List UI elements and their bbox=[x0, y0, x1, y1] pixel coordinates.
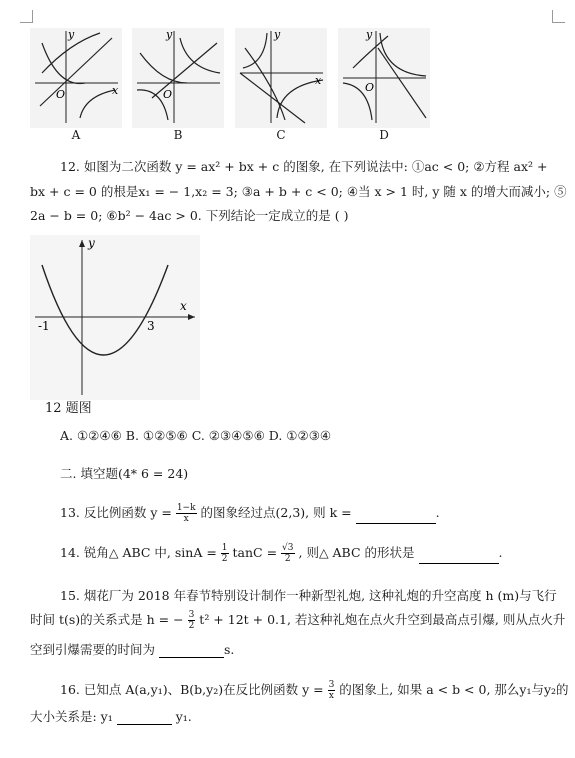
svg-text:y: y bbox=[366, 28, 373, 41]
q13-answer-blank[interactable] bbox=[356, 511, 436, 524]
line bbox=[40, 38, 112, 106]
q12-options: A. ①②④⑥ B. ①②⑤⑥ C. ②③④⑤⑥ D. ①②③④ bbox=[60, 428, 332, 443]
q12-caption: 12 题图 bbox=[45, 401, 92, 416]
svg-text:O: O bbox=[163, 88, 173, 101]
q15-line-2: 时间 t(s)的关系式是 h = − $\frac{3}{2}$ t² + 12t + 0.1, 若这种礼炮在点火升空到最高点引爆, 则从点火升 bbox=[30, 610, 566, 631]
svg-text:x: x bbox=[315, 74, 322, 87]
option-label-a: A bbox=[71, 128, 81, 142]
q14-prefix: 14. 锐角△ ABC 中, sinA = bbox=[60, 545, 217, 560]
option-label-c: C bbox=[276, 128, 286, 142]
q16-fraction: $\frac{3}{x}$ bbox=[328, 680, 335, 701]
y-label: y bbox=[68, 28, 75, 41]
q14: 14. 锐角△ ABC 中, sinA = $\frac{1}{2}$ tanC = $\frac{√3}{2}$ , 则△ ABC 的形状是 . bbox=[60, 543, 503, 564]
y-label: y bbox=[88, 236, 95, 250]
x-arrow bbox=[188, 314, 195, 320]
graph-c-svg bbox=[235, 28, 327, 128]
graph-a-svg bbox=[30, 28, 122, 128]
q13-suffix: 的图象经过点(2,3), 则 k = bbox=[200, 505, 352, 520]
q15-fraction: $\frac{3}{2}$ bbox=[188, 610, 195, 631]
q14-answer-blank[interactable] bbox=[419, 551, 499, 564]
q12-line-2: bx + c = 0 的根是x₁ = − 1,x₂ = 3; ③a + b + c < 0; ④当 x > 1 时, y 随 x 的增大而减小; ⑤ bbox=[30, 184, 567, 199]
q14-suffix: , 则△ ABC 的形状是 bbox=[298, 545, 415, 560]
curve bbox=[42, 43, 85, 84]
q13-fraction: $\frac{1-k}{x}$ bbox=[176, 503, 196, 524]
curve bbox=[80, 90, 115, 118]
graph-option-d bbox=[338, 28, 430, 143]
y-arrow bbox=[79, 240, 85, 247]
graph-option-a bbox=[30, 28, 122, 143]
graph-b-svg bbox=[132, 28, 224, 128]
svg-text:O: O bbox=[365, 81, 375, 94]
x-label: x bbox=[180, 299, 187, 313]
q12-parabola-graph bbox=[30, 235, 200, 415]
q14-fraction-2: $\frac{√3}{2}$ bbox=[282, 543, 294, 564]
svg-text:y: y bbox=[166, 28, 173, 41]
root-left-label: -1 bbox=[38, 319, 50, 333]
q15-answer-blank[interactable] bbox=[159, 645, 224, 658]
q15-line-3: 空到引爆需要的时间为 s. bbox=[30, 642, 235, 657]
graph-option-b bbox=[132, 28, 224, 143]
origin-label: O bbox=[56, 88, 66, 101]
q11-option-graphs bbox=[30, 28, 430, 143]
option-label-b: B bbox=[173, 128, 183, 142]
q15-line-1: 15. 烟花厂为 2018 年春节特别设计制作一种新型礼炮, 这种礼炮的升空高度 h (m)与飞行 bbox=[60, 588, 557, 603]
q12-line-3: 2a − b = 0; ⑥b² − 4ac > 0. 下列结论一定成立的是 ( ) bbox=[30, 208, 349, 223]
q16-line-1: 16. 已知点 A(a,y₁)、B(b,y₂)在反比例函数 y = $\frac{3}{x}$ 的图象上, 如果 a < b < 0, 那么y₁与y₂的 bbox=[60, 680, 569, 701]
graph-option-c bbox=[235, 28, 327, 143]
q12-graph-svg bbox=[30, 235, 200, 400]
svg-text:y: y bbox=[274, 28, 281, 41]
option-label-d: D bbox=[379, 128, 389, 142]
q13-prefix: 13. 反比例函数 y = bbox=[60, 505, 172, 520]
root-right-label: 3 bbox=[147, 319, 155, 333]
q14-fraction-1: $\frac{1}{2}$ bbox=[221, 543, 228, 564]
q16-line-2: 大小关系是: y₁ y₁. bbox=[30, 709, 192, 724]
q12-line-1: 12. 如图为二次函数 y = ax² + bx + c 的图象, 在下列说法中: ①ac < 0; ②方程 ax² + bbox=[60, 159, 548, 174]
q16-answer-blank[interactable] bbox=[117, 712, 172, 725]
page-corner-mark-left bbox=[20, 10, 33, 23]
graph-d-svg bbox=[338, 28, 430, 128]
parabola bbox=[42, 265, 168, 355]
section-2-title: 二. 填空题(4* 6 = 24) bbox=[60, 466, 189, 481]
q13: 13. 反比例函数 y = $\frac{1-k}{x}$ 的图象经过点(2,3), 则 k = . bbox=[60, 503, 440, 524]
x-label: x bbox=[112, 84, 119, 97]
page-corner-mark-right bbox=[552, 10, 565, 23]
